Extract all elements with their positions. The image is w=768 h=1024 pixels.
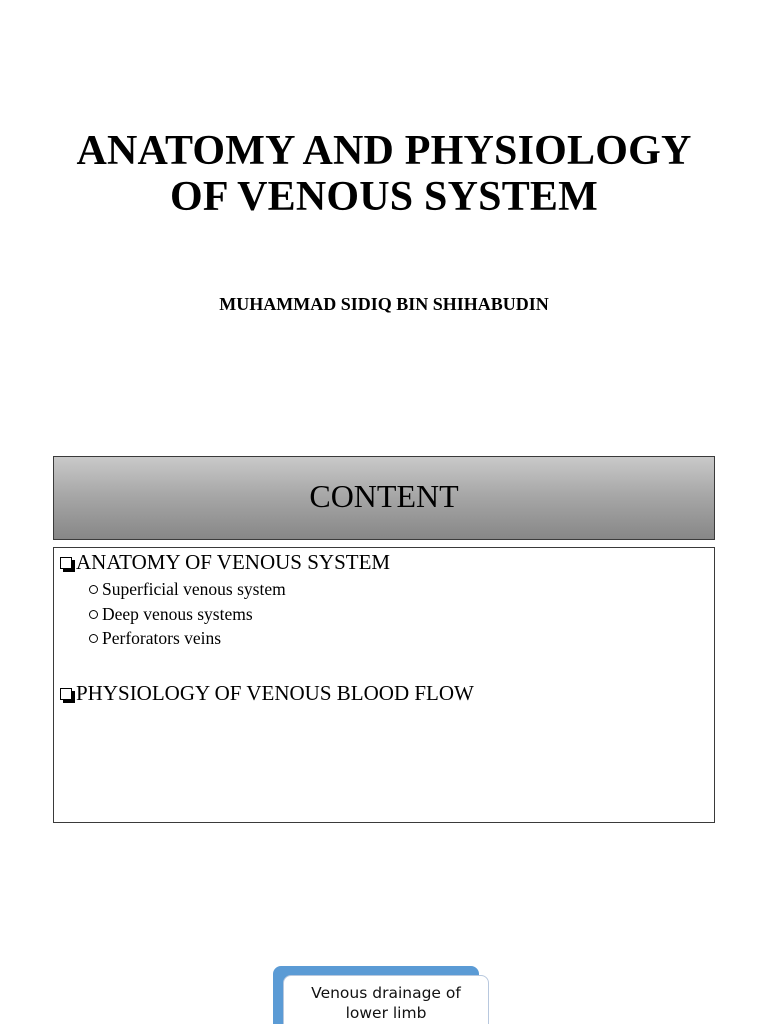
anatomy-sublist — [89, 577, 286, 651]
sublist-item-perforators — [89, 626, 286, 651]
square-bullet-icon — [60, 557, 72, 569]
content-list-box — [53, 547, 715, 823]
sublist-item-label: Deep venous systems — [102, 603, 253, 624]
sublist-item-label: Perforators veins — [102, 628, 222, 648]
list-item-anatomy — [60, 549, 390, 575]
sublist-item-deep — [89, 602, 286, 627]
list-item-physiology — [60, 680, 474, 706]
sublist-item-label: Superficial venous system — [102, 579, 286, 599]
circle-bullet-icon — [89, 610, 98, 619]
sublist-item-superficial — [89, 577, 286, 602]
callout-line-1: Venous drainage of — [311, 984, 461, 1002]
circle-bullet-icon — [89, 585, 98, 594]
list-item-label: ANATOMY OF VENOUS SYSTEM — [76, 550, 391, 574]
slide-title — [0, 128, 768, 220]
square-bullet-icon — [60, 688, 72, 700]
content-header-label: CONTENT — [309, 478, 459, 514]
list-item-label: PHYSIOLOGY OF VENOUS BLOOD FLOW — [76, 681, 474, 705]
callout-box-venous-drainage — [283, 975, 489, 1024]
title-line-1: ANATOMY AND PHYSIOLOGY — [76, 128, 692, 174]
title-line-2: OF VENOUS SYSTEM — [170, 174, 598, 220]
callout-line-2: lower limb — [345, 1004, 427, 1022]
content-header — [53, 456, 715, 540]
author-name: MUHAMMAD SIDIQ BIN SHIHABUDIN — [219, 294, 549, 314]
circle-bullet-icon — [89, 634, 98, 643]
